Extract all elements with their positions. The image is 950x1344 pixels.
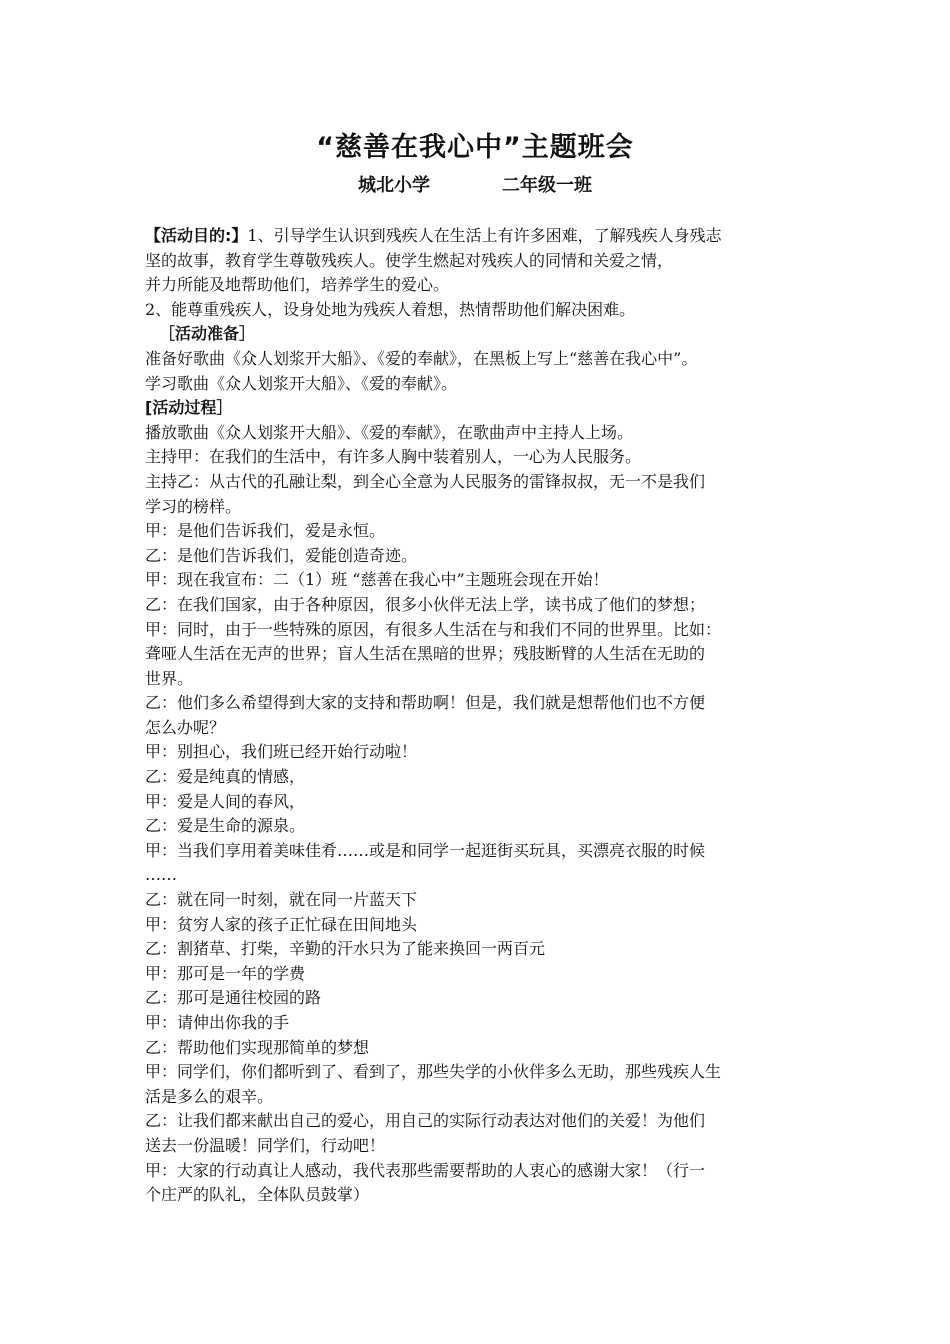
class-name: 二年级一班 <box>502 175 592 196</box>
paragraph-line: 乙：爱是生命的源泉。 <box>145 816 306 836</box>
paragraph-line: 个庄严的队礼，全体队员鼓掌） <box>145 1185 370 1205</box>
paragraph-line: 乙：帮助他们实现那简单的梦想 <box>145 1037 370 1057</box>
purpose-line <box>145 224 810 249</box>
paragraph-line: 怎么办呢？ <box>145 717 226 737</box>
document-title: “慈善在我心中”主题班会 <box>316 132 634 163</box>
paragraph-line: 甲：爱是人间的春风， <box>145 791 306 811</box>
document-body <box>145 224 810 1208</box>
paragraph-line: 坚的故事，教育学生尊敬残疾人。使学生燃起对残疾人的同情和关爱之情， <box>145 250 674 270</box>
purpose-label: 【活动目的:】 <box>145 226 248 245</box>
paragraph-line: 准备好歌曲《众人划浆开大船》、《爱的奉献》，在黑板上写上“慈善在我心中”。 <box>145 348 698 368</box>
paragraph-line: 送去一份温暖！同学们，行动吧！ <box>145 1135 386 1155</box>
paragraph-line: 世界。 <box>145 668 194 688</box>
paragraph-line: 甲：贫穷人家的孩子正忙碌在田间地头 <box>145 914 418 934</box>
paragraph-line: 1、引导学生认识到残疾人在生活上有许多困难，了解残疾人身残志 <box>247 226 722 245</box>
paragraph-line: 播放歌曲《众人划浆开大船》、《爱的奉献》，在歌曲声中主持人上场。 <box>145 422 634 442</box>
paragraph-line: 乙：是他们告诉我们，爱能创造奇迹。 <box>145 545 418 565</box>
document-subtitle <box>0 172 950 200</box>
paragraph-line: 甲：大家的行动真让人感动，我代表那些需要帮助的人衷心的感谢大家！（行一 <box>145 1160 706 1180</box>
paragraph-line: 乙：让我们都来献出自己的爱心，用自己的实际行动表达对他们的关爱！为他们 <box>145 1111 706 1131</box>
paragraph-line: 乙：爱是纯真的情感， <box>145 767 306 787</box>
paragraph-line: 甲：是他们告诉我们，爱是永恒。 <box>145 521 386 541</box>
process-label: [活动过程］ <box>145 398 233 418</box>
paragraph-line: 乙：割猪草、打柴，辛勤的汗水只为了能来换回一两百元 <box>145 939 546 959</box>
paragraph-line: 甲：同学们，你们都听到了、看到了，那些失学的小伙伴多么无助，那些残疾人生 <box>145 1062 722 1082</box>
paragraph-line: 甲：那可是一年的学费 <box>145 963 306 983</box>
paragraph-line: 乙：就在同一时刻，就在同一片蓝天下 <box>145 890 418 910</box>
process-heading <box>145 396 810 421</box>
paragraph-line: 甲：同时，由于一些特殊的原因，有很多人生活在与和我们不同的世界里。比如： <box>145 619 722 639</box>
paragraph-line: 甲：当我们享用着美味佳肴……或是和同学一起逛街买玩具，买漂亮衣服的时候 <box>145 840 706 860</box>
paragraph-line: 并力所能及地帮助他们，培养学生的爱心。 <box>145 275 450 295</box>
paragraph-line: 乙：在我们国家，由于各种原因，很多小伙伴无法上学，读书成了他们的梦想； <box>145 594 706 614</box>
paragraph-line: 乙：那可是通往校园的路 <box>145 988 322 1008</box>
paragraph-line: 2、能尊重残疾人，设身处地为残疾人着想，热情帮助他们解决困难。 <box>145 299 636 319</box>
preparation-label: ［活动准备］ <box>159 324 256 344</box>
paragraph-line: 活是多么的艰辛。 <box>145 1086 274 1106</box>
preparation-heading <box>145 322 810 347</box>
paragraph-line: 学习的榜样。 <box>145 496 242 516</box>
paragraph-line: 乙：他们多么希望得到大家的支持和帮助啊！但是，我们就是想帮他们也不方便 <box>145 693 706 713</box>
school-name: 城北小学 <box>358 175 430 196</box>
paragraph-line: 甲：请伸出你我的手 <box>145 1013 290 1032</box>
paragraph-line: 甲：别担心，我们班已经开始行动啦！ <box>145 742 418 762</box>
paragraph-line: 学习歌曲《众人划浆开大船》、《爱的奉献》。 <box>145 373 458 393</box>
paragraph-line: 聋哑人生活在无声的世界；盲人生活在黑暗的世界；残肢断臂的人生活在无助的 <box>145 644 706 664</box>
paragraph-line: 甲：现在我宣布：二（1）班 “慈善在我心中”主题班会现在开始！ <box>145 570 609 590</box>
paragraph-line: 主持甲：在我们的生活中，有许多人胸中装着别人，一心为人民服务。 <box>145 447 642 467</box>
paragraph-line: 主持乙：从古代的孔融让梨，到全心全意为人民服务的雷锋叔叔，无一不是我们 <box>145 471 706 491</box>
paragraph-line: …… <box>145 865 177 885</box>
